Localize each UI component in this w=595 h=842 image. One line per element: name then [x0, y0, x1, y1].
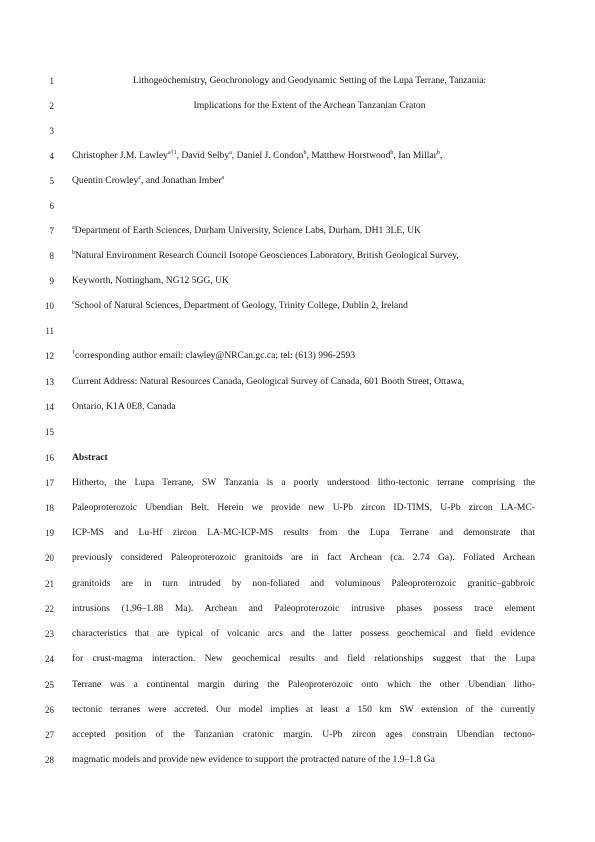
manuscript-line	[0, 149, 595, 163]
manuscript-line	[0, 526, 595, 540]
corresponding-author	[72, 349, 535, 363]
line-number: 19	[45, 528, 54, 538]
corresponding-author-text: corresponding author email: clawley@NRCan.gc.ca; tel: (613) 996-2593	[75, 350, 356, 361]
line-number: 28	[45, 755, 54, 765]
line-number: 15	[45, 427, 54, 437]
manuscript-line	[0, 375, 595, 389]
current-address: Current Address: Natural Resources Canada, Geological Survey of Canada, 601 Booth Street, Ottawa,	[72, 376, 465, 387]
line-number: 12	[45, 351, 54, 361]
manuscript-line	[0, 224, 595, 238]
abstract-line: tectonic terranes were accreted. Our model implies at least a 150 km SW extension of the currently	[72, 704, 535, 715]
manuscript-line	[0, 299, 595, 313]
author-name: , Ian Millar	[393, 150, 437, 161]
manuscript-line	[0, 451, 595, 465]
manuscript-line	[0, 551, 595, 565]
line-number: 25	[45, 680, 54, 690]
manuscript-line	[0, 678, 595, 692]
abstract-line: Hitherto, the Lupa Terrane, SW Tanzania is a poorly understood litho-tectonic terrane comprising the	[72, 477, 535, 488]
affiliation-c	[72, 299, 535, 313]
abstract-line: granitoids are in turn intruded by non-foliated and voluminous Paleoproterozoic granitic–gabbroic	[72, 578, 535, 589]
author-name: , Daniel J. Condon	[231, 150, 304, 161]
abstract-line: previously considered Paleoproterozoic granitoids are in fact Archean (ca. 2.74 Ga). Foliated Archean	[72, 552, 535, 563]
affiliation-marker: b	[436, 150, 440, 156]
manuscript-line	[0, 602, 595, 616]
line-number: 2	[49, 101, 54, 111]
line-number: 24	[45, 654, 54, 664]
manuscript-line	[0, 74, 595, 88]
manuscript-line	[0, 199, 595, 213]
manuscript-line	[0, 99, 595, 113]
line-number: 11	[45, 326, 54, 336]
line-number: 1	[49, 76, 54, 86]
abstract-line: characteristics that are typical of volcanic arcs and the latter possess geochemical and field evidence	[72, 628, 535, 639]
line-number: 23	[45, 629, 54, 639]
affiliation-marker: a†1	[167, 150, 177, 156]
line-number: 13	[45, 377, 54, 387]
manuscript-line	[0, 425, 595, 439]
dagger-marker: †	[72, 350, 75, 356]
author-name: Christopher J.M. Lawley	[72, 150, 168, 161]
affiliation-b-continued: Keyworth, Nottingham, NG12 5GG, UK	[72, 275, 229, 286]
affiliation-marker: b	[72, 250, 75, 256]
manuscript-line	[0, 703, 595, 717]
manuscript-line	[0, 324, 595, 338]
author-name: , David Selby	[176, 150, 230, 161]
line-number: 14	[45, 402, 54, 412]
line-number: 9	[49, 276, 54, 286]
line-number: 6	[49, 201, 54, 211]
manuscript-line	[0, 577, 595, 591]
line-number: 20	[45, 553, 54, 563]
abstract-line: Paleoproterozoic Ubendian Belt. Herein we provide new U-Pb zircon ID-TIMS, U-Pb zircon LA-MC-	[72, 502, 535, 513]
affiliation-marker: c	[72, 300, 75, 306]
line-number: 21	[45, 579, 54, 589]
affiliation-b	[72, 249, 535, 263]
manuscript-line	[0, 274, 595, 288]
line-number: 17	[45, 478, 54, 488]
affiliation-marker: a	[229, 150, 232, 156]
current-address-continued: Ontario, K1A 0E8, Canada	[72, 401, 176, 412]
manuscript-line	[0, 728, 595, 742]
line-number: 16	[45, 453, 54, 463]
line-number: 27	[45, 730, 54, 740]
line-number: 8	[49, 251, 54, 261]
author-name: , and Jonathan Imber	[141, 175, 222, 186]
paper-title-line-2: Implications for the Extent of the Archean Tanzanian Craton	[193, 100, 426, 111]
abstract-heading: Abstract	[72, 452, 108, 463]
abstract-line: for crust-magma interaction. New geochemical results and field relationships suggest that the Lupa	[72, 653, 535, 664]
line-number: 5	[49, 176, 54, 186]
line-number: 26	[45, 705, 54, 715]
affiliation-marker: c	[138, 175, 142, 181]
manuscript-line	[0, 753, 595, 767]
line-number: 4	[49, 151, 54, 161]
author-separator: ,	[439, 150, 443, 161]
abstract-line: ICP-MS and Lu-Hf zircon LA-MC-ICP-MS results from the Lupa Terrane and demonstrate that	[72, 527, 535, 538]
line-number: 10	[45, 301, 54, 311]
author-name: Quentin Crowley	[72, 175, 139, 186]
manuscript-line	[0, 627, 595, 641]
affiliation-marker: a	[221, 175, 225, 181]
author-name: , Matthew Horstwood	[306, 150, 391, 161]
affiliation-text: School of Natural Sciences, Department of Geology, Trinity College, Dublin 2, Ireland	[74, 300, 408, 311]
affiliation-text: Natural Environment Research Council Isotope Geosciences Laboratory, British Geological Survey,	[75, 250, 459, 261]
line-number: 22	[45, 604, 54, 614]
affiliation-text: Department of Earth Sciences, Durham University, Science Labs, Durham, DH1 3LE, UK	[74, 225, 421, 236]
manuscript-line	[0, 400, 595, 414]
abstract-line: Terrane was a continental margin during the Paleoproterozoic onto which the other Ubendian litho-	[72, 679, 535, 690]
author-list	[72, 149, 535, 163]
line-number: 3	[49, 126, 54, 136]
manuscript-line	[0, 124, 595, 138]
manuscript-line	[0, 476, 595, 490]
affiliation-a	[72, 224, 535, 238]
affiliation-marker: b	[303, 150, 307, 156]
affiliation-marker: b	[390, 150, 394, 156]
abstract-line: intrusions (1.96–1.88 Ma). Archean and Paleoproterozoic intrusive phases possess trace element	[72, 603, 535, 614]
manuscript-line	[0, 249, 595, 263]
line-number: 18	[45, 503, 54, 513]
abstract-line: magmatic models and provide new evidence to support the protracted nature of the 1.9–1.8 Ga	[72, 754, 435, 765]
line-number: 7	[49, 226, 54, 236]
paper-title-line-1: Lithogeochemistry, Geochronology and Geodynamic Setting of the Lupa Terrane, Tanzania:	[132, 75, 487, 86]
manuscript-line	[0, 652, 595, 666]
affiliation-marker: a	[72, 225, 75, 231]
manuscript-line	[0, 501, 595, 515]
manuscript-line	[0, 174, 595, 188]
author-list	[72, 174, 535, 188]
abstract-line: accepted position of the Tanzanian cratonic margin. U-Pb zircon ages constrain Ubendian tectono-	[72, 729, 535, 740]
manuscript-line	[0, 349, 595, 363]
